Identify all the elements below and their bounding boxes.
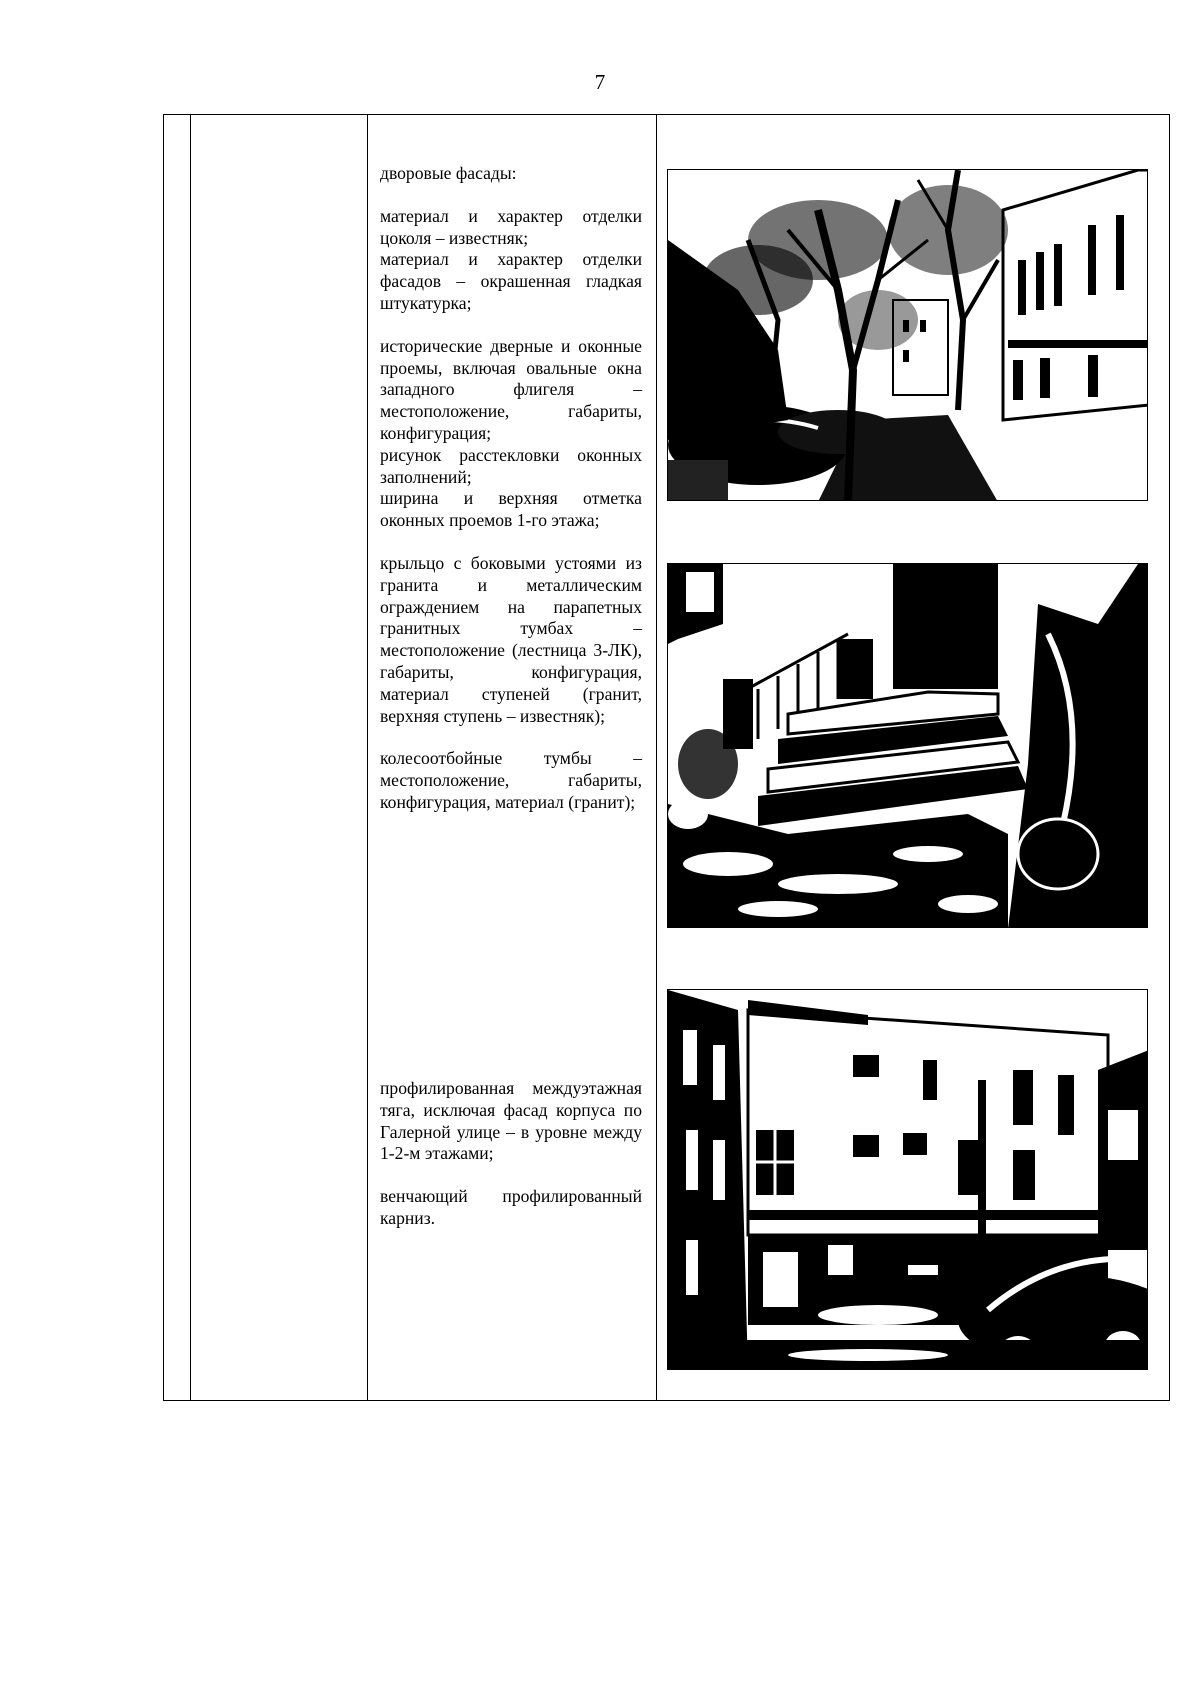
courtyard-trees-photo (667, 169, 1148, 501)
heritage-table (163, 114, 1170, 1401)
text-line: материал и характер отделки цоколя – известняк; (380, 205, 642, 248)
text-block-cornice (380, 1078, 642, 1230)
text-line: профилированная междуэтажная тяга, исключая фасад корпуса по Галерной улице – в уровне между 1-2-м этажами; (380, 1078, 642, 1164)
text-line: дворовые фасады: (380, 163, 517, 183)
table-cell-protected-items (368, 115, 657, 1401)
table-cell-photos (657, 115, 1170, 1401)
text-line: материал и характер отделки фасадов – окрашенная гладкая штукатурка; (380, 249, 642, 313)
text-line: колесоотбойные тумбы – местоположение, габариты, конфигурация, материал (гранит); (380, 748, 642, 812)
table-cell-number (164, 115, 191, 1401)
courtyard-facade-photo (667, 989, 1148, 1370)
text-line: венчающий профилированный карниз. (380, 1186, 642, 1228)
page-number: 7 (594, 70, 606, 94)
granite-porch-stairs-photo (667, 563, 1148, 928)
text-line: рисунок расстекловки оконных заполнений; (380, 444, 642, 487)
table-cell-address (191, 115, 368, 1401)
table-row (164, 115, 1170, 1401)
text-line: ширина и верхняя отметка оконных проемов 1-го этажа; (380, 488, 642, 531)
text-line: исторические дверные и оконные проемы, включая овальные окна западного флигеля – местоположение, габариты, конфигурация; (380, 335, 642, 443)
text-block-facades (380, 163, 642, 814)
text-line: крыльцо с боковыми устоями из гранита и металлическим ограждением на парапетных гранитных тумбах – местоположение (лестница 3-ЛК), габариты, конфигурация, материал ступеней (гранит, верхняя ступень – известняк); (380, 552, 642, 726)
